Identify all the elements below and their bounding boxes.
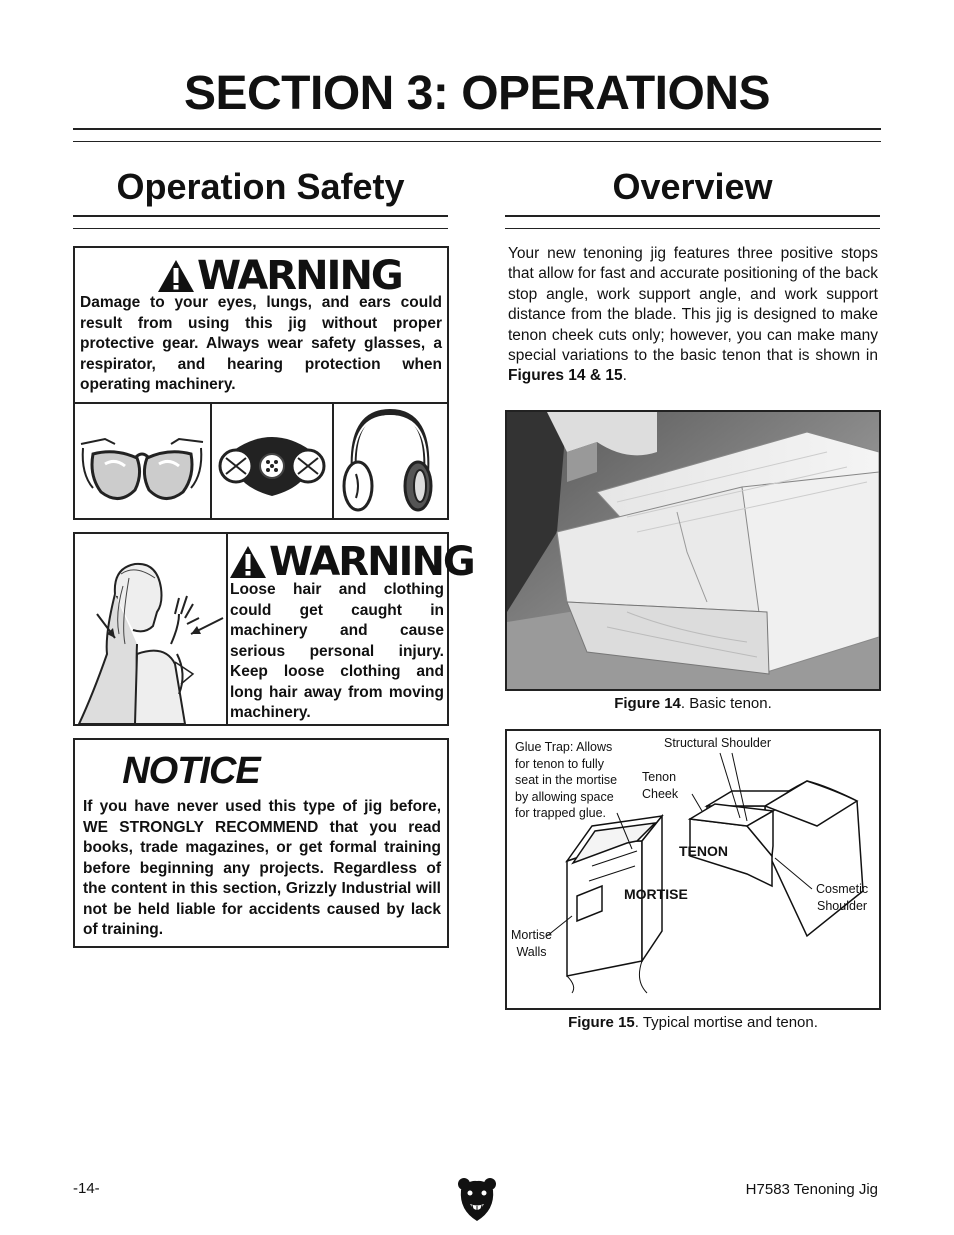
mortise-walls-label [511,927,552,960]
tenon-cheek-line: Tenon [642,770,677,784]
figure-15-caption [505,1014,881,1031]
cosmetic-shoulder-line: Shoulder [817,898,868,913]
warning-triangle-icon [157,259,195,293]
mortise-label: MORTISE [624,886,688,902]
glue-trap-line: seat in the mortise [515,773,618,787]
basic-tenon-photo [507,412,879,689]
ear-muffs-cell [334,404,447,520]
hair-illustration-cell [75,534,228,724]
warning-title: WARNING [197,253,402,299]
mortise-walls-line: Walls [516,944,547,959]
warning-text: Damage to your eyes, lungs, and ears could result from using this jig without proper protective gear. Always wear safety glasses, a respirator, and hearing protection when operating machinery. [80,294,442,393]
left-heading-rule-thin [73,228,448,229]
warning-heading [229,539,474,585]
warning-heading [157,253,402,299]
figure-14-photo [505,410,881,691]
structural-shoulder-label: Structural Shoulder [664,736,772,750]
right-heading-rule-thin [505,228,880,229]
page-number: -14- [73,1180,100,1197]
glue-trap-line: for trapped glue. [515,806,607,820]
notice-title: NOTICE [122,750,260,792]
glue-trap-line: Glue Trap: Allows [515,740,613,754]
figure-reference: Figures 14 & 15 [508,367,623,385]
title-rule [73,128,881,130]
safety-glasses-cell [75,404,212,520]
protective-gear-images [75,402,447,520]
notice-box [73,738,449,948]
glue-trap-label [515,739,617,822]
mortise-walls-line: Mortise [511,928,552,942]
overview-text-body: Your new tenoning jig features three positive stops that allow for fast and accurate positioning of the back stop angle, work support angle, and work support distance from the blade. This jig is designed to make tenon cheek cuts only; however, you can make many special variations to the basic tenon that is shown in [508,245,878,365]
warning-text: Loose hair and clothing could get caught in machinery and cause serious personal injury. Keep loose clothing and long hair away from moving machinery. [230,581,444,721]
warning-box-loose-hair [73,532,474,726]
grizzly-bear-logo [457,1176,497,1222]
figure-14-label: Figure 14 [614,695,681,712]
figure-15-caption-text: . Typical mortise and tenon. [634,1014,818,1031]
tenon-cheek-line: Cheek [642,786,679,801]
title-rule-thin [73,141,881,142]
right-heading: Overview [612,166,773,207]
warning-title: WARNING [269,539,474,585]
respirator-icon [212,404,332,520]
glue-trap-line: for tenon to fully [515,756,604,771]
warning-box-protective-gear [73,246,449,520]
right-heading-rule [505,215,880,217]
bear-head-icon [457,1176,497,1222]
figure-15-diagram [505,729,881,1010]
overview-text [508,244,878,387]
model-name: H7583 Tenoning Jig [745,1181,878,1198]
long-hair-person-icon [75,534,226,724]
cosmetic-shoulder-label [816,881,868,914]
left-heading: Operation Safety [116,166,405,207]
respirator-cell [212,404,334,520]
section-title: SECTION 3: OPERATIONS [183,67,770,120]
overview-text-end: . [622,367,627,385]
ear-muffs-icon [334,404,447,520]
glue-trap-line: by allowing space [515,789,614,804]
warning-triangle-icon [229,545,267,579]
figure-14-caption-text: . Basic tenon. [680,695,772,712]
notice-text: If you have never used this type of jig before, WE STRONGLY RECOMMEND that you read books, trade magazines, or get formal training before beginning any projects. Regardless of the content in this section, Grizzly Industrial will not be held liable for accidents caused by lack of training. [83,798,441,938]
figure-15-label: Figure 15 [568,1014,635,1031]
tenon-label: TENON [679,843,728,859]
safety-glasses-icon [75,404,210,520]
cosmetic-shoulder-line: Cosmetic [816,882,869,896]
figure-14-caption [505,695,881,712]
tenon-cheek-label [642,769,678,802]
left-heading-rule [73,215,448,217]
